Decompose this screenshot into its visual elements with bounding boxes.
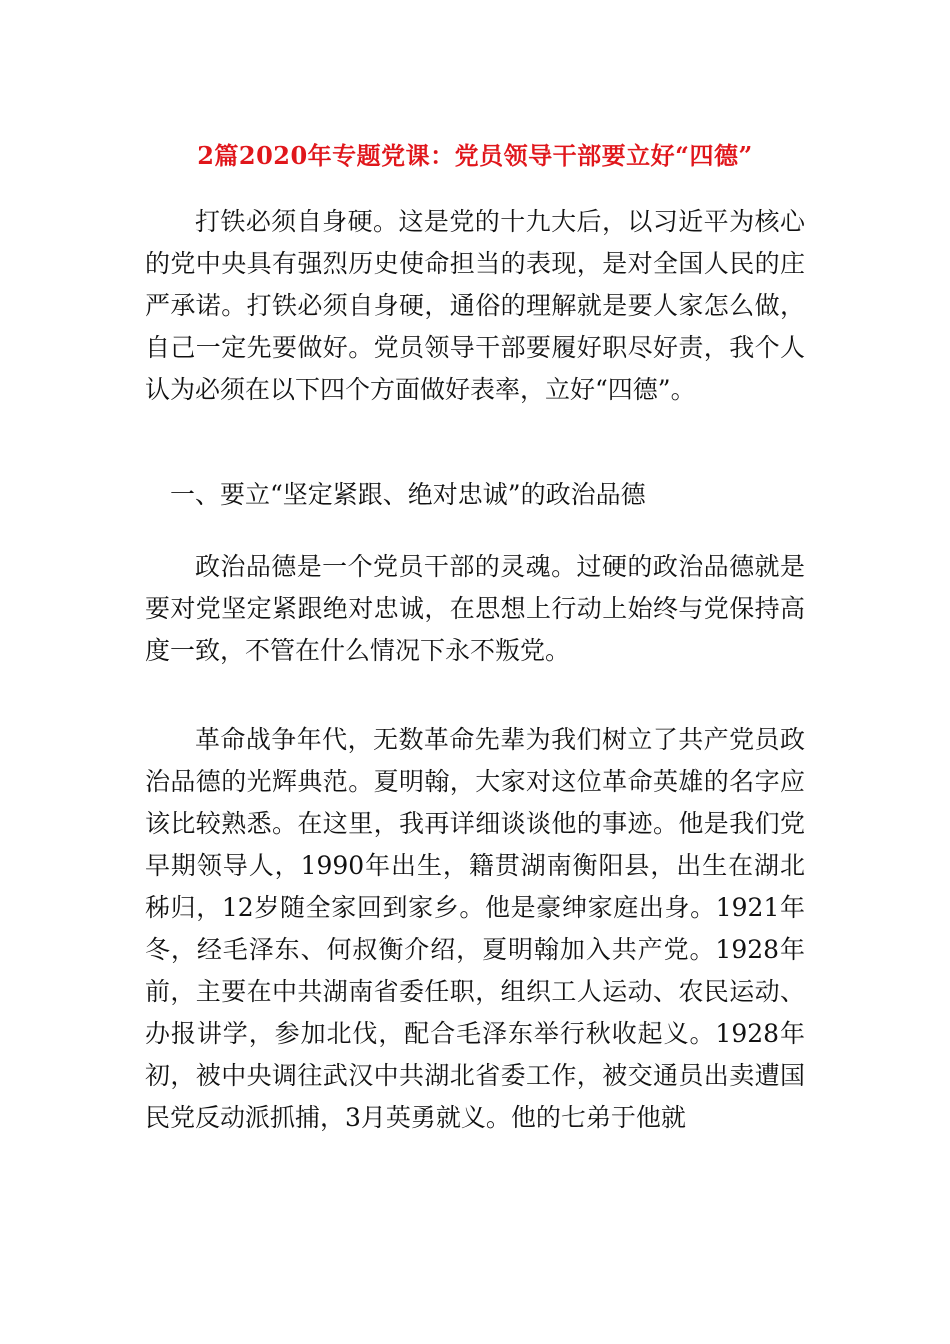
paragraph-xia-minghan: 革命战争年代，无数革命先辈为我们树立了共产党员政治品德的光辉典范。夏明翰，大家对这位革命英雄的名字应该比较熟悉。在这里，我再详细谈谈他的事迹。他是我们党早期领导人，1990年出生，籍贯湖南衡阳县，出生在湖北秭归，12岁随全家回到家乡。他是豪绅家庭出身。1921年冬，经毛泽东、何叔衡介绍，夏明翰加入共产党。1928年前，主要在中共湖南省委任职，组织工人运动、农民运动、办报讲学，参加北伐，配合毛泽东举行秋收起义。1928年初，被中央调往武汉中共湖北省委工作，被交通员出卖遭国民党反动派抓捕，3月英勇就义。他的七弟于他就 [145, 725, 805, 1132]
section-heading-political-virtue: 一、要立“坚定紧跟、绝对忠诚”的政治品德 [170, 480, 646, 509]
paragraph-political-virtue: 政治品德是一个党员干部的灵魂。过硬的政治品德就是要对党坚定紧跟绝对忠诚，在思想上行动上始终与党保持高度一致，不管在什么情况下永不叛党。 [145, 552, 805, 665]
document-title: 2篇2020年专题党课：党员领导干部要立好“四德” [197, 141, 753, 170]
paragraph-intro: 打铁必须自身硬。这是党的十九大后，以习近平为核心的党中央具有强烈历史使命担当的表现，是对全国人民的庄严承诺。打铁必须自身硬，通俗的理解就是要人家怎么做，自己一定先要做好。党员领导干部要履好职尽好责，我个人认为必须在以下四个方面做好表率，立好“四德”。 [145, 207, 805, 404]
